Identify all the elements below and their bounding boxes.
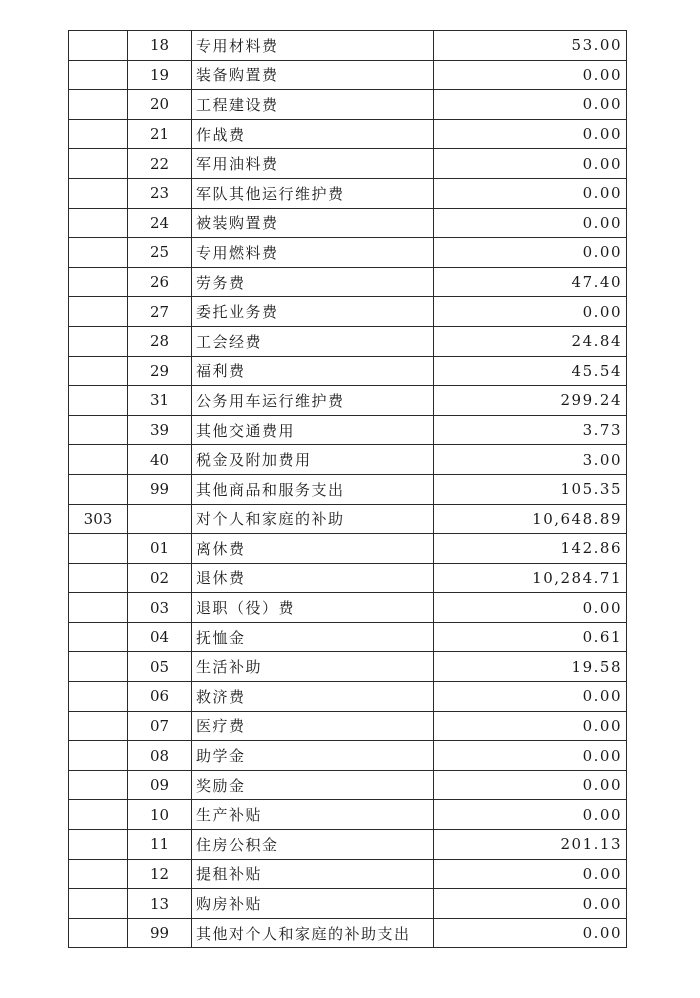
item-name-cell: 工会经费 (192, 326, 434, 356)
item-code-cell: 11 (128, 830, 192, 860)
table-row (69, 652, 627, 682)
amount-cell: 105.35 (434, 474, 627, 504)
item-name-cell: 公务用车运行维护费 (192, 386, 434, 416)
item-code-cell: 23 (128, 178, 192, 208)
category-code-cell (69, 267, 128, 297)
amount-cell: 0.00 (434, 918, 627, 948)
table-row (69, 238, 627, 268)
table-row (69, 60, 627, 90)
amount-cell: 0.00 (434, 859, 627, 889)
category-code-cell (69, 741, 128, 771)
item-name-cell: 退休费 (192, 563, 434, 593)
category-code-cell (69, 60, 128, 90)
item-code-cell: 21 (128, 119, 192, 149)
table-row (69, 770, 627, 800)
category-code-cell (69, 563, 128, 593)
item-code-cell: 09 (128, 770, 192, 800)
item-name-cell: 装备购置费 (192, 60, 434, 90)
item-name-cell: 专用材料费 (192, 31, 434, 61)
item-code-cell: 10 (128, 800, 192, 830)
item-name-cell: 抚恤金 (192, 622, 434, 652)
category-code-cell (69, 445, 128, 475)
table-row (69, 800, 627, 830)
amount-cell: 10,284.71 (434, 563, 627, 593)
table-row (69, 622, 627, 652)
item-code-cell: 01 (128, 534, 192, 564)
item-name-cell: 对个人和家庭的补助 (192, 504, 434, 534)
item-code-cell: 26 (128, 267, 192, 297)
amount-cell: 142.86 (434, 534, 627, 564)
table-body (69, 31, 627, 948)
category-code-cell (69, 31, 128, 61)
item-code-cell: 03 (128, 593, 192, 623)
item-code-cell: 22 (128, 149, 192, 179)
category-code-cell (69, 297, 128, 327)
item-name-cell: 奖励金 (192, 770, 434, 800)
amount-cell: 299.24 (434, 386, 627, 416)
item-name-cell: 离休费 (192, 534, 434, 564)
category-code-cell (69, 208, 128, 238)
amount-cell: 0.00 (434, 297, 627, 327)
table-row (69, 178, 627, 208)
item-name-cell: 其他对个人和家庭的补助支出 (192, 918, 434, 948)
amount-cell: 0.00 (434, 238, 627, 268)
item-name-cell: 提租补贴 (192, 859, 434, 889)
category-code-cell (69, 800, 128, 830)
table-row (69, 149, 627, 179)
amount-cell: 0.00 (434, 770, 627, 800)
amount-cell: 0.00 (434, 90, 627, 120)
category-code-cell (69, 711, 128, 741)
expenditure-table (68, 30, 627, 948)
item-code-cell: 40 (128, 445, 192, 475)
item-code-cell: 07 (128, 711, 192, 741)
category-code-cell (69, 889, 128, 919)
item-name-cell: 税金及附加费用 (192, 445, 434, 475)
category-code-cell (69, 682, 128, 712)
amount-cell: 0.00 (434, 711, 627, 741)
item-code-cell: 19 (128, 60, 192, 90)
item-code-cell: 13 (128, 889, 192, 919)
table-row (69, 90, 627, 120)
item-code-cell: 02 (128, 563, 192, 593)
category-code-cell (69, 149, 128, 179)
table-row (69, 711, 627, 741)
table-row (69, 534, 627, 564)
amount-cell: 201.13 (434, 830, 627, 860)
item-code-cell: 12 (128, 859, 192, 889)
item-name-cell: 生活补助 (192, 652, 434, 682)
item-name-cell: 委托业务费 (192, 297, 434, 327)
amount-cell: 0.00 (434, 889, 627, 919)
table-row (69, 889, 627, 919)
item-code-cell: 31 (128, 386, 192, 416)
item-name-cell: 军队其他运行维护费 (192, 178, 434, 208)
category-code-cell (69, 534, 128, 564)
category-code-cell (69, 918, 128, 948)
category-code-cell (69, 593, 128, 623)
amount-cell: 10,648.89 (434, 504, 627, 534)
table-row (69, 682, 627, 712)
amount-cell: 0.00 (434, 741, 627, 771)
amount-cell: 53.00 (434, 31, 627, 61)
item-name-cell: 其他交通费用 (192, 415, 434, 445)
amount-cell: 0.00 (434, 119, 627, 149)
category-code-cell (69, 830, 128, 860)
table-row (69, 326, 627, 356)
category-code-cell (69, 90, 128, 120)
category-code-cell (69, 326, 128, 356)
amount-cell: 0.00 (434, 682, 627, 712)
table-row (69, 504, 627, 534)
item-code-cell: 27 (128, 297, 192, 327)
amount-cell: 0.61 (434, 622, 627, 652)
table-row (69, 859, 627, 889)
item-code-cell: 06 (128, 682, 192, 712)
item-name-cell: 福利费 (192, 356, 434, 386)
category-code-cell (69, 652, 128, 682)
item-code-cell: 99 (128, 918, 192, 948)
table-row (69, 830, 627, 860)
category-code-cell (69, 859, 128, 889)
category-code-cell (69, 238, 128, 268)
category-code-cell (69, 178, 128, 208)
amount-cell: 0.00 (434, 178, 627, 208)
item-code-cell: 05 (128, 652, 192, 682)
category-code-cell (69, 622, 128, 652)
item-name-cell: 退职（役）费 (192, 593, 434, 623)
item-name-cell: 其他商品和服务支出 (192, 474, 434, 504)
category-code-cell (69, 474, 128, 504)
amount-cell: 0.00 (434, 208, 627, 238)
amount-cell: 0.00 (434, 149, 627, 179)
table-row (69, 267, 627, 297)
amount-cell: 24.84 (434, 326, 627, 356)
table-row (69, 208, 627, 238)
item-name-cell: 作战费 (192, 119, 434, 149)
item-name-cell: 助学金 (192, 741, 434, 771)
item-name-cell: 住房公积金 (192, 830, 434, 860)
item-name-cell: 军用油料费 (192, 149, 434, 179)
item-name-cell: 生产补贴 (192, 800, 434, 830)
amount-cell: 45.54 (434, 356, 627, 386)
item-code-cell: 28 (128, 326, 192, 356)
table-row (69, 297, 627, 327)
table-row (69, 31, 627, 61)
table-row (69, 563, 627, 593)
category-code-cell (69, 119, 128, 149)
amount-cell: 19.58 (434, 652, 627, 682)
amount-cell: 3.00 (434, 445, 627, 475)
amount-cell: 0.00 (434, 593, 627, 623)
item-code-cell (128, 504, 192, 534)
amount-cell: 3.73 (434, 415, 627, 445)
table-row (69, 119, 627, 149)
category-code-cell (69, 386, 128, 416)
table-row (69, 593, 627, 623)
item-code-cell: 99 (128, 474, 192, 504)
table-row (69, 445, 627, 475)
amount-cell: 47.40 (434, 267, 627, 297)
item-code-cell: 24 (128, 208, 192, 238)
item-code-cell: 25 (128, 238, 192, 268)
table-row (69, 741, 627, 771)
item-code-cell: 20 (128, 90, 192, 120)
category-code-cell (69, 415, 128, 445)
item-code-cell: 18 (128, 31, 192, 61)
category-code-cell: 303 (69, 504, 128, 534)
item-name-cell: 劳务费 (192, 267, 434, 297)
item-code-cell: 29 (128, 356, 192, 386)
item-name-cell: 工程建设费 (192, 90, 434, 120)
table-row (69, 356, 627, 386)
item-name-cell: 被装购置费 (192, 208, 434, 238)
expenditure-table-page (68, 30, 627, 948)
category-code-cell (69, 356, 128, 386)
table-row (69, 415, 627, 445)
table-row (69, 918, 627, 948)
amount-cell: 0.00 (434, 800, 627, 830)
category-code-cell (69, 770, 128, 800)
item-code-cell: 39 (128, 415, 192, 445)
item-name-cell: 救济费 (192, 682, 434, 712)
amount-cell: 0.00 (434, 60, 627, 90)
item-name-cell: 专用燃料费 (192, 238, 434, 268)
item-code-cell: 08 (128, 741, 192, 771)
table-row (69, 474, 627, 504)
item-name-cell: 医疗费 (192, 711, 434, 741)
table-row (69, 386, 627, 416)
item-code-cell: 04 (128, 622, 192, 652)
item-name-cell: 购房补贴 (192, 889, 434, 919)
